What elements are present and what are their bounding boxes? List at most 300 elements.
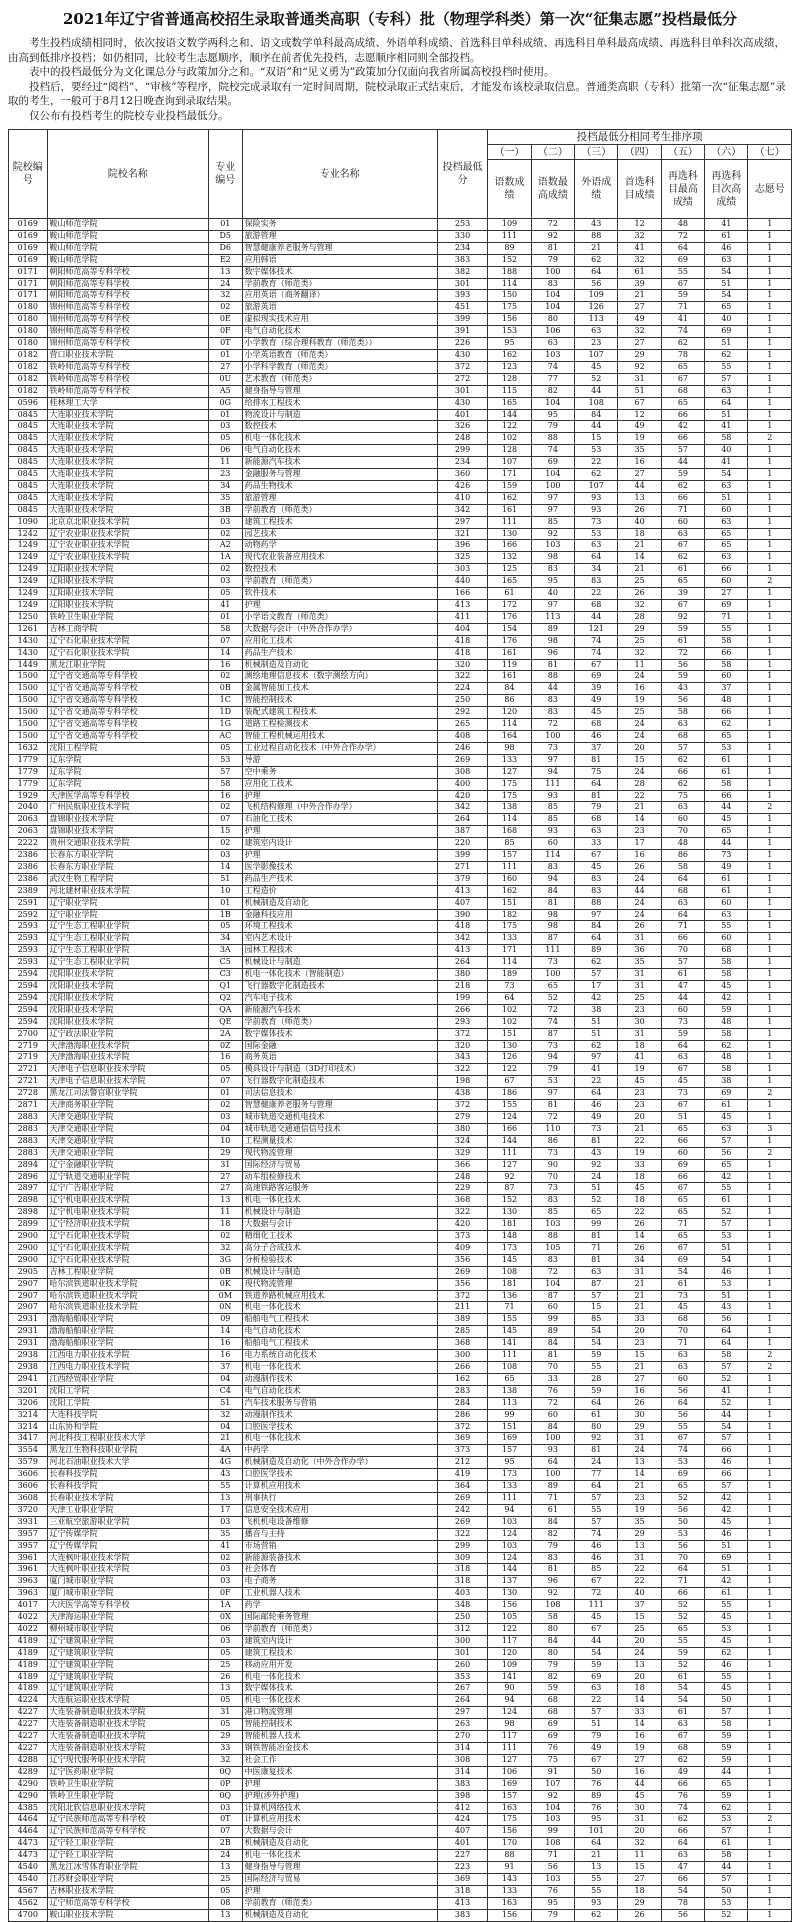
tiebreak-6-cell: 61 xyxy=(705,1588,748,1600)
tiebreak-1-cell: 119 xyxy=(488,659,531,671)
tiebreak-5-cell: 45 xyxy=(661,1302,704,1314)
school-code-cell: 2719 xyxy=(9,1052,48,1064)
tiebreak-7-cell: 1 xyxy=(748,1838,792,1850)
school-code-cell: 4289 xyxy=(9,1766,48,1778)
tiebreak-7-cell: 1 xyxy=(748,885,792,897)
tiebreak-3-cell: 46 xyxy=(575,730,618,742)
table-row xyxy=(9,1885,792,1897)
tiebreak-6-cell: 71 xyxy=(705,611,748,623)
tiebreak-2-cell: 93 xyxy=(531,826,574,838)
tiebreak-4-cell: 24 xyxy=(618,1647,661,1659)
school-code-cell: 4464 xyxy=(9,1814,48,1826)
tiebreak-7-cell: 1 xyxy=(748,921,792,933)
tiebreak-1-cell: 175 xyxy=(488,921,531,933)
major-code-cell: 0P xyxy=(208,1778,242,1790)
school-name-cell: 渤海船舶职业学院 xyxy=(47,1314,208,1326)
tiebreak-2-cell: 83 xyxy=(531,278,574,290)
tiebreak-4-cell: 27 xyxy=(618,302,661,314)
tiebreak-6-cell: 57 xyxy=(705,1135,748,1147)
tiebreak-6-cell: 58 xyxy=(705,969,748,981)
tiebreak-7-cell: 1 xyxy=(748,838,792,850)
tiebreak-1-cell: 86 xyxy=(488,695,531,707)
major-name-cell: 动车组检修技术 xyxy=(242,1171,437,1183)
min-score-cell: 399 xyxy=(437,850,488,862)
tiebreak-5-cell: 65 xyxy=(661,1231,704,1243)
tiebreak-3-cell: 81 xyxy=(575,754,618,766)
tiebreak-6-cell: 63 xyxy=(705,480,748,492)
tiebreak-2-cell: 97 xyxy=(531,504,574,516)
tiebreak-2-cell: 97 xyxy=(531,1088,574,1100)
tiebreak-2-cell: 83 xyxy=(531,1552,574,1564)
school-code-cell: 1500 xyxy=(9,719,48,731)
table-row xyxy=(9,552,792,564)
school-name-cell: 大连装备制造职业技术学院 xyxy=(47,1707,208,1719)
tiebreak-1-cell: 126 xyxy=(488,1052,531,1064)
tiebreak-3-cell: 17 xyxy=(575,981,618,993)
tiebreak-4-cell: 13 xyxy=(618,1457,661,1469)
major-name-cell: 机电一体化技术（智能制造） xyxy=(242,969,437,981)
tiebreak-2-cell: 72 xyxy=(531,219,574,231)
min-score-cell: 199 xyxy=(437,992,488,1004)
major-name-cell: 机械制造及自动化（中外合作办学） xyxy=(242,1457,437,1469)
school-code-cell: 1430 xyxy=(9,635,48,647)
min-score-cell: 412 xyxy=(437,1802,488,1814)
school-name-cell: 辽宁省交通高等专科学校 xyxy=(47,730,208,742)
school-name-cell: 大连装备制造职业技术学院 xyxy=(47,1743,208,1755)
tiebreak-4-cell: 11 xyxy=(618,1850,661,1862)
tiebreak-1-cell: 65 xyxy=(488,1373,531,1385)
tiebreak-2-cell: 79 xyxy=(531,1659,574,1671)
tiebreak-6-cell: 44 xyxy=(705,838,748,850)
major-code-cell: 02 xyxy=(208,1100,242,1112)
tiebreak-3-cell: 51 xyxy=(575,1028,618,1040)
major-name-cell: 国际经济与贸易 xyxy=(242,1159,437,1171)
school-code-cell: 1430 xyxy=(9,647,48,659)
min-score-cell: 264 xyxy=(437,1695,488,1707)
tiebreak-7-cell: 1 xyxy=(748,397,792,409)
tiebreak-4-cell: 25 xyxy=(618,635,661,647)
tiebreak-5-cell: 49 xyxy=(661,1766,704,1778)
major-code-cell: 03 xyxy=(208,1635,242,1647)
min-score-cell: 250 xyxy=(437,695,488,707)
school-name-cell: 天津渤海职业技术学院 xyxy=(47,1040,208,1052)
header-major-code: 专业编号 xyxy=(208,130,242,219)
tiebreak-3-cell: 51 xyxy=(575,1719,618,1731)
tiebreak-5-cell: 75 xyxy=(661,790,704,802)
tiebreak-2-cell: 98 xyxy=(531,921,574,933)
major-code-cell: 27 xyxy=(208,1171,242,1183)
min-score-cell: 372 xyxy=(437,1290,488,1302)
major-code-cell: 13 xyxy=(208,1492,242,1504)
major-code-cell: D5 xyxy=(208,230,242,242)
school-name-cell: 长春职业技术学院 xyxy=(47,1492,208,1504)
school-code-cell: 0180 xyxy=(9,302,48,314)
tiebreak-2-cell: 72 xyxy=(531,1111,574,1123)
tiebreak-7-cell: 1 xyxy=(748,1909,792,1921)
tiebreak-6-cell: 42 xyxy=(705,1171,748,1183)
tiebreak-5-cell: 62 xyxy=(661,778,704,790)
school-name-cell: 朝阳师范高等专科学校 xyxy=(47,266,208,278)
tiebreak-1-cell: 151 xyxy=(488,1421,531,1433)
school-name-cell: 厦门城市职业学院 xyxy=(47,1576,208,1588)
tiebreak-1-cell: 61 xyxy=(488,588,531,600)
tiebreak-3-cell: 22 xyxy=(575,1695,618,1707)
tiebreak-1-cell: 175 xyxy=(488,778,531,790)
school-name-cell: 辽宁建筑职业学院 xyxy=(47,1635,208,1647)
min-score-cell: 418 xyxy=(437,647,488,659)
tiebreak-6-cell: 44 xyxy=(705,1409,748,1421)
major-name-cell: 学前教育（师范类） xyxy=(242,576,437,588)
tiebreak-1-cell: 89 xyxy=(488,242,531,254)
school-name-cell: 辽宁石化职业技术学院 xyxy=(47,647,208,659)
school-name-cell: 天津医学高等专科学校 xyxy=(47,790,208,802)
school-name-cell: 哈尔滨铁道职业技术学院 xyxy=(47,1302,208,1314)
tiebreak-2-cell: 84 xyxy=(531,1516,574,1528)
major-name-cell: 智慧健康养老服务与管理 xyxy=(242,242,437,254)
tiebreak-1-cell: 138 xyxy=(488,1385,531,1397)
major-name-cell: 精细化工技术 xyxy=(242,1231,437,1243)
tiebreak-6-cell: 64 xyxy=(705,1338,748,1350)
table-row xyxy=(9,1064,792,1076)
tiebreak-3-cell: 69 xyxy=(575,1671,618,1683)
school-code-cell: 2389 xyxy=(9,885,48,897)
major-code-cell: 32 xyxy=(208,1409,242,1421)
major-name-cell: 刑事执行 xyxy=(242,1492,437,1504)
major-code-cell: 58 xyxy=(208,778,242,790)
tiebreak-5-cell: 50 xyxy=(661,1516,704,1528)
school-code-cell: 3957 xyxy=(9,1528,48,1540)
tiebreak-1-cell: 120 xyxy=(488,707,531,719)
major-code-cell: 21 xyxy=(208,1433,242,1445)
tiebreak-2-cell: 83 xyxy=(531,564,574,576)
tiebreak-4-cell: 19 xyxy=(618,695,661,707)
min-score-cell: 227 xyxy=(437,1850,488,1862)
tiebreak-6-cell: 40 xyxy=(705,445,748,457)
school-name-cell: 吉林职业技术学院 xyxy=(47,1885,208,1897)
table-row xyxy=(9,230,792,242)
tiebreak-1-cell: 120 xyxy=(488,1647,531,1659)
major-name-cell: 电力系统自动化技术 xyxy=(242,1350,437,1362)
school-name-cell: 长春科技学院 xyxy=(47,1469,208,1481)
tiebreak-1-cell: 150 xyxy=(488,290,531,302)
tiebreak-5-cell: 64 xyxy=(661,242,704,254)
table-row xyxy=(9,707,792,719)
major-name-cell: 国际经济与贸易 xyxy=(242,1873,437,1885)
tiebreak-7-cell: 1 xyxy=(748,1183,792,1195)
school-code-cell: 2040 xyxy=(9,802,48,814)
school-code-cell: 2941 xyxy=(9,1373,48,1385)
tiebreak-4-cell: 44 xyxy=(618,480,661,492)
tiebreak-5-cell: 78 xyxy=(661,349,704,361)
tiebreak-4-cell: 24 xyxy=(618,766,661,778)
tiebreak-5-cell: 60 xyxy=(661,814,704,826)
table-row xyxy=(9,1362,792,1374)
tiebreak-3-cell: 74 xyxy=(575,1528,618,1540)
table-row xyxy=(9,1040,792,1052)
major-name-cell: 装配式建筑工程技术 xyxy=(242,707,437,719)
tiebreak-7-cell: 1 xyxy=(748,302,792,314)
tiebreak-3-cell: 57 xyxy=(575,1290,618,1302)
tiebreak-7-cell: 1 xyxy=(748,778,792,790)
tiebreak-1-cell: 102 xyxy=(488,433,531,445)
min-score-cell: 271 xyxy=(437,861,488,873)
tiebreak-2-cell: 93 xyxy=(531,790,574,802)
tiebreak-6-cell: 54 xyxy=(705,1254,748,1266)
table-row xyxy=(9,1850,792,1862)
school-name-cell: 铁岭师范高等专科学校 xyxy=(47,385,208,397)
tiebreak-1-cell: 133 xyxy=(488,1885,531,1897)
tiebreak-4-cell: 29 xyxy=(618,349,661,361)
school-name-cell: 铁岭卫生职业学院 xyxy=(47,1778,208,1790)
tiebreak-1-cell: 166 xyxy=(488,540,531,552)
tiebreak-5-cell: 71 xyxy=(661,504,704,516)
school-code-cell: 1249 xyxy=(9,564,48,576)
major-code-cell: 03 xyxy=(208,421,242,433)
tiebreak-7-cell: 1 xyxy=(748,1778,792,1790)
table-row xyxy=(9,1445,792,1457)
major-code-cell: 1D xyxy=(208,707,242,719)
tiebreak-5-cell: 64 xyxy=(661,1040,704,1052)
min-score-cell: 308 xyxy=(437,1754,488,1766)
min-score-cell: 372 xyxy=(437,1421,488,1433)
tiebreak-3-cell: 67 xyxy=(575,659,618,671)
tiebreak-3-cell: 63 xyxy=(575,1683,618,1695)
school-name-cell: 辽宁省交通高等专科学校 xyxy=(47,671,208,683)
tiebreak-3-cell: 64 xyxy=(575,552,618,564)
major-name-cell: 石油化工技术 xyxy=(242,814,437,826)
school-name-cell: 江西电力职业技术学院 xyxy=(47,1362,208,1374)
school-name-cell: 黑龙江生物科技职业学院 xyxy=(47,1445,208,1457)
tiebreak-5-cell: 73 xyxy=(661,1290,704,1302)
tiebreak-1-cell: 117 xyxy=(488,1731,531,1743)
table-row xyxy=(9,1373,792,1385)
tiebreak-2-cell: 85 xyxy=(531,814,574,826)
major-code-cell: D6 xyxy=(208,242,242,254)
min-score-cell: 253 xyxy=(437,219,488,231)
school-code-cell: 2900 xyxy=(9,1242,48,1254)
tiebreak-4-cell: 18 xyxy=(618,1171,661,1183)
school-name-cell: 大庆医学高等专科学校 xyxy=(47,1600,208,1612)
tiebreak-4-cell: 27 xyxy=(618,1873,661,1885)
tiebreak-3-cell: 52 xyxy=(575,1195,618,1207)
major-name-cell: 学前教育（师范类） xyxy=(242,278,437,290)
major-name-cell: 护理 xyxy=(242,826,437,838)
min-score-cell: 373 xyxy=(437,1445,488,1457)
major-code-cell: 05 xyxy=(208,1695,242,1707)
major-name-cell: 数字媒体技术 xyxy=(242,1028,437,1040)
tiebreak-4-cell: 49 xyxy=(618,421,661,433)
tiebreak-1-cell: 91 xyxy=(488,1862,531,1874)
school-code-cell: 0171 xyxy=(9,290,48,302)
table-row xyxy=(9,326,792,338)
tiebreak-3-cell: 83 xyxy=(575,885,618,897)
major-code-cell: 3G xyxy=(208,1254,242,1266)
tiebreak-5-cell: 52 xyxy=(661,1492,704,1504)
school-name-cell: 朝阳师范高等专科学校 xyxy=(47,278,208,290)
tiebreak-5-cell: 63 xyxy=(661,1362,704,1374)
tiebreak-1-cell: 124 xyxy=(488,1528,531,1540)
min-score-cell: 292 xyxy=(437,707,488,719)
tiebreak-5-cell: 52 xyxy=(661,1612,704,1624)
tiebreak-4-cell: 27 xyxy=(618,469,661,481)
tiebreak-4-cell: 30 xyxy=(618,1802,661,1814)
tiebreak-2-cell: 86 xyxy=(531,1135,574,1147)
tiebreak-1-cell: 111 xyxy=(488,1743,531,1755)
major-code-cell: A2 xyxy=(208,540,242,552)
major-name-cell: 学前教育（师范类） xyxy=(242,1623,437,1635)
school-code-cell: 0845 xyxy=(9,445,48,457)
major-name-cell: 机械设计与制造 xyxy=(242,957,437,969)
tiebreak-5-cell: 66 xyxy=(661,1826,704,1838)
tiebreak-3-cell: 99 xyxy=(575,1219,618,1231)
tiebreak-3-cell: 87 xyxy=(575,1278,618,1290)
major-name-cell: 保险实务 xyxy=(242,219,437,231)
tiebreak-2-cell: 84 xyxy=(531,885,574,897)
tiebreak-2-cell: 84 xyxy=(531,1338,574,1350)
tiebreak-2-cell: 92 xyxy=(531,1588,574,1600)
major-code-cell: 2B xyxy=(208,1838,242,1850)
tiebreak-5-cell: 61 xyxy=(661,564,704,576)
school-code-cell: 0845 xyxy=(9,504,48,516)
tiebreak-6-cell: 61 xyxy=(705,230,748,242)
tiebreak-4-cell: 16 xyxy=(618,1766,661,1778)
major-code-cell: 51 xyxy=(208,1397,242,1409)
tiebreak-2-cell: 84 xyxy=(531,1635,574,1647)
table-row xyxy=(9,1707,792,1719)
table-row xyxy=(9,540,792,552)
school-name-cell: 锦州师范高等专科学校 xyxy=(47,338,208,350)
tiebreak-6-cell: 66 xyxy=(705,1469,748,1481)
major-code-cell: 16 xyxy=(208,1350,242,1362)
tiebreak-3-cell: 46 xyxy=(575,1100,618,1112)
tiebreak-5-cell: 86 xyxy=(661,850,704,862)
tiebreak-6-cell: 57 xyxy=(705,1826,748,1838)
tiebreak-5-cell: 55 xyxy=(661,1421,704,1433)
table-row xyxy=(9,1350,792,1362)
tiebreak-7-cell: 1 xyxy=(748,1433,792,1445)
tiebreak-5-cell: 69 xyxy=(661,254,704,266)
tiebreak-2-cell: 82 xyxy=(531,385,574,397)
major-name-cell: 国际金融 xyxy=(242,1040,437,1052)
major-name-cell: 应用韩语 xyxy=(242,254,437,266)
tiebreak-2-cell: 100 xyxy=(531,1469,574,1481)
school-name-cell: 辽宁建筑职业学院 xyxy=(47,1647,208,1659)
min-score-cell: 297 xyxy=(437,516,488,528)
min-score-cell: 300 xyxy=(437,1635,488,1647)
tiebreak-6-cell: 46 xyxy=(705,1266,748,1278)
major-name-cell: 市场营销 xyxy=(242,1540,437,1552)
school-name-cell: 辽宁生态工程职业学院 xyxy=(47,957,208,969)
major-name-cell: 社会工作 xyxy=(242,1754,437,1766)
tiebreak-6-cell: 45 xyxy=(705,1111,748,1123)
tiebreak-7-cell: 1 xyxy=(748,1135,792,1147)
table-row xyxy=(9,1016,792,1028)
tiebreak-2-cell: 108 xyxy=(531,1600,574,1612)
tiebreak-2-cell: 95 xyxy=(531,409,574,421)
tiebreak-4-cell: 28 xyxy=(618,611,661,623)
tiebreak-2-cell: 83 xyxy=(531,1254,574,1266)
major-code-cell: 27 xyxy=(208,361,242,373)
min-score-cell: 309 xyxy=(437,1552,488,1564)
table-row xyxy=(9,1195,792,1207)
tiebreak-7-cell: 1 xyxy=(748,1373,792,1385)
school-name-cell: 天津交通职业学院 xyxy=(47,1123,208,1135)
tiebreak-7-cell: 1 xyxy=(748,1504,792,1516)
major-name-cell: 软件技术 xyxy=(242,588,437,600)
tiebreak-5-cell: 66 xyxy=(661,766,704,778)
min-score-cell: 413 xyxy=(437,1897,488,1909)
school-name-cell: 鞍山师范学院 xyxy=(47,230,208,242)
school-name-cell: 辽宁石化职业技术学院 xyxy=(47,1231,208,1243)
tiebreak-7-cell: 2 xyxy=(748,1362,792,1374)
tiebreak-4-cell: 32 xyxy=(618,647,661,659)
tiebreak-7-cell: 1 xyxy=(748,635,792,647)
school-code-cell: 3606 xyxy=(9,1481,48,1493)
major-name-cell: 智能机器人技术 xyxy=(242,1731,437,1743)
major-code-cell: 13 xyxy=(208,1862,242,1874)
tiebreak-5-cell: 57 xyxy=(661,957,704,969)
tiebreak-2-cell: 103 xyxy=(531,349,574,361)
major-name-cell: 旅游英语 xyxy=(242,302,437,314)
tiebreak-2-cell: 81 xyxy=(531,242,574,254)
tiebreak-3-cell: 95 xyxy=(575,1814,618,1826)
header-sub-number: （三） xyxy=(575,145,618,160)
table-row xyxy=(9,1397,792,1409)
min-score-cell: 224 xyxy=(437,683,488,695)
school-code-cell: 0180 xyxy=(9,314,48,326)
tiebreak-4-cell: 24 xyxy=(618,671,661,683)
major-name-cell: 建筑工程技术 xyxy=(242,516,437,528)
tiebreak-4-cell: 17 xyxy=(618,838,661,850)
tiebreak-4-cell: 23 xyxy=(618,1338,661,1350)
major-code-cell: 03 xyxy=(208,516,242,528)
tiebreak-5-cell: 62 xyxy=(661,754,704,766)
major-code-cell: 35 xyxy=(208,492,242,504)
tiebreak-7-cell: 1 xyxy=(748,326,792,338)
table-row xyxy=(9,885,792,897)
tiebreak-6-cell: 51 xyxy=(705,492,748,504)
school-code-cell: 4700 xyxy=(9,1909,48,1921)
tiebreak-5-cell: 62 xyxy=(661,552,704,564)
major-code-cell: 13 xyxy=(208,266,242,278)
major-code-cell: 11 xyxy=(208,457,242,469)
tiebreak-7-cell: 1 xyxy=(748,373,792,385)
tiebreak-5-cell: 59 xyxy=(661,1647,704,1659)
tiebreak-4-cell: 33 xyxy=(618,1707,661,1719)
tiebreak-4-cell: 25 xyxy=(618,992,661,1004)
tiebreak-7-cell: 1 xyxy=(748,1873,792,1885)
min-score-cell: 266 xyxy=(437,1004,488,1016)
tiebreak-6-cell: 43 xyxy=(705,1302,748,1314)
school-code-cell: 2938 xyxy=(9,1350,48,1362)
major-code-cell: 34 xyxy=(208,480,242,492)
tiebreak-3-cell: 92 xyxy=(575,1433,618,1445)
school-code-cell: 0169 xyxy=(9,254,48,266)
tiebreak-6-cell: 51 xyxy=(705,1540,748,1552)
min-score-cell: 162 xyxy=(437,1373,488,1385)
tiebreak-2-cell: 70 xyxy=(531,1362,574,1374)
tiebreak-3-cell: 121 xyxy=(575,623,618,635)
min-score-cell: 285 xyxy=(437,1326,488,1338)
school-name-cell: 桂林理工大学 xyxy=(47,397,208,409)
tiebreak-3-cell: 83 xyxy=(575,873,618,885)
min-score-cell: 318 xyxy=(437,1885,488,1897)
tiebreak-6-cell: 69 xyxy=(705,1088,748,1100)
tiebreak-3-cell: 83 xyxy=(575,576,618,588)
major-code-cell: 1C xyxy=(208,695,242,707)
major-name-cell: 工程测量技术 xyxy=(242,1135,437,1147)
tiebreak-6-cell: 63 xyxy=(705,254,748,266)
